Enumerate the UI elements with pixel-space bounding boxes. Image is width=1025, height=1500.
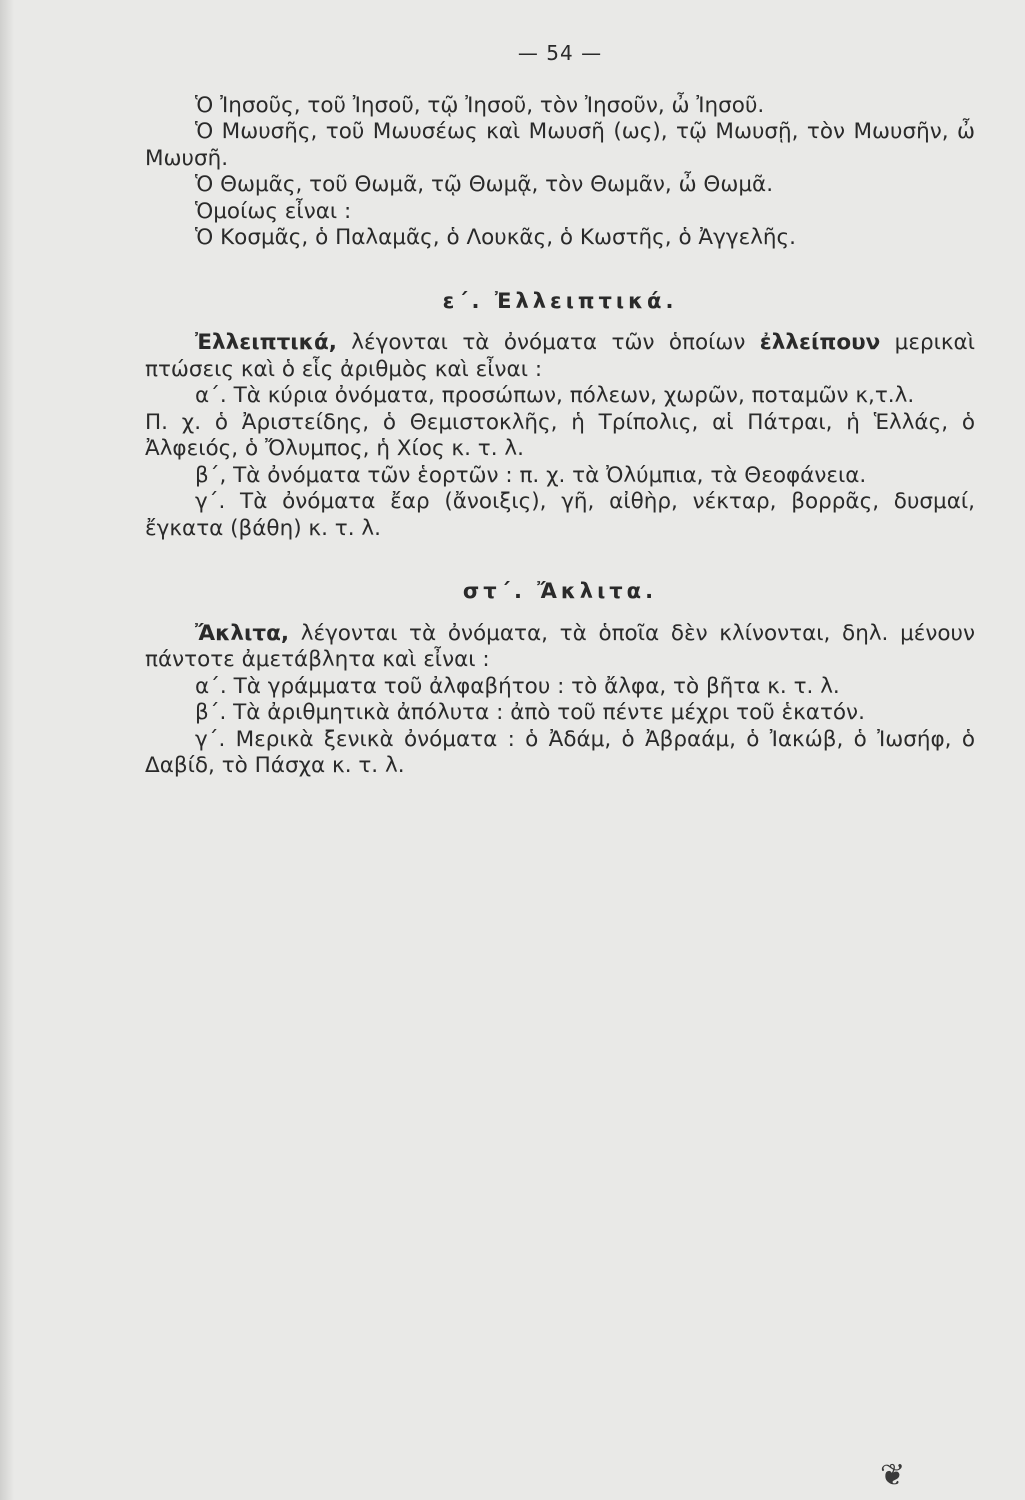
item-st-b: β΄. Τὰ ἀριθμητικὰ ἀπόλυτα : ἀπὸ τοῦ πέντε μέχρι τοῦ ἑκατόν.: [195, 700, 865, 725]
term-elleiptika: Ἐλλειπτικά,: [195, 330, 337, 355]
aklita-intro-text: λέγονται τὰ ὀνόματα, τὰ ὁποῖα δὲν κλίνονται, δηλ. μένουν πάντοτε ἀμετάβλητα καὶ εἶναι :: [145, 620, 975, 672]
term-aklita: Ἄκλιτα,: [195, 620, 290, 646]
section-heading-aklita: στ΄. Ἄκλιτα.: [462, 579, 658, 603]
item-e-c: γ΄. Τὰ ὀνόματα ἔαρ (ἄνοιξις), γῆ, αἰθὴρ, νέκταρ, βορρᾶς, δυσμαί, ἔγκατα (βάθη) κ. τ. λ.: [145, 489, 975, 541]
paragraph-aklita-intro: [145, 621, 975, 674]
page-binding-edge: [0, 0, 14, 1500]
item-e-b: β΄, Τὰ ὀνόματα τῶν ἑορτῶν : π. χ. τὰ Ὀλύμπια, τὰ Θεοφάνεια.: [195, 462, 867, 488]
text-line-thomas: Ὁ Θωμᾶς, τοῦ Θωμᾶ, τῷ Θωμᾷ, τὸν Θωμᾶν, ὦ Θωμᾶ.: [195, 172, 774, 197]
printer-ornament-icon: ❦: [880, 1458, 906, 1493]
paragraph-elleiptika-intro: [145, 330, 975, 383]
item-e-a: α΄. Τὰ κύρια ὀνόματα, προσώπων, πόλεων, χωρῶν, ποταμῶν κ,τ.λ.: [195, 383, 915, 408]
item-st-c: γ΄. Μερικὰ ξενικὰ ὀνόματα : ὁ Ἀδάμ, ὁ Ἀβραάμ, ὁ Ἰακώβ, ὁ Ἰωσήφ, ὁ Δαβίδ, τὸ Πάσχα κ. τ. λ.: [145, 726, 975, 778]
text-line-omoios: Ὁμοίως εἶναι :: [195, 198, 352, 224]
page-content: [145, 40, 975, 780]
item-st-a: α΄. Τὰ γράμματα τοῦ ἀλφαβήτου : τὸ ἄλφα, τὸ βῆτα κ. τ. λ.: [195, 673, 840, 699]
intro-text-b: μερικαὶ πτώσεις καὶ ὁ εἷς ἀριθμὸς καὶ εἶναι :: [145, 330, 975, 382]
item-e-examples: Π. χ. ὁ Ἀριστείδης, ὁ Θεμιστοκλῆς, ἡ Τρίπολις, αἱ Πάτραι, ἡ Ἑλλάς, ὁ Ἀλφειός, ὁ Ὄλυμπος, ἡ Χίος κ. τ. λ.: [145, 409, 975, 461]
page-number: — 54 —: [517, 41, 603, 65]
intro-text-a: λέγονται τὰ ὀνόματα τῶν ὁποίων: [336, 330, 760, 355]
term-elleipoun: ἐλλείπουν: [759, 330, 881, 355]
section-heading-elleiptika: ε΄. Ἐλλειπτικά.: [442, 288, 678, 313]
text-line-kosmas: Ὁ Κοσμᾶς, ὁ Παλαμᾶς, ὁ Λουκᾶς, ὁ Κωστῆς, ὁ Ἀγγελῆς.: [195, 225, 797, 250]
text-line-iesous: Ὁ Ἰησοῦς, τοῦ Ἰησοῦ, τῷ Ἰησοῦ, τὸν Ἰησοῦν, ὦ Ἰησοῦ.: [195, 92, 765, 118]
text-line-mouses: Ὁ Μωυσῆς, τοῦ Μωυσέως καὶ Μωυσῆ (ως), τῷ Μωυσῇ, τὸν Μωυσῆν, ὦ Μωυσῆ.: [145, 119, 975, 171]
